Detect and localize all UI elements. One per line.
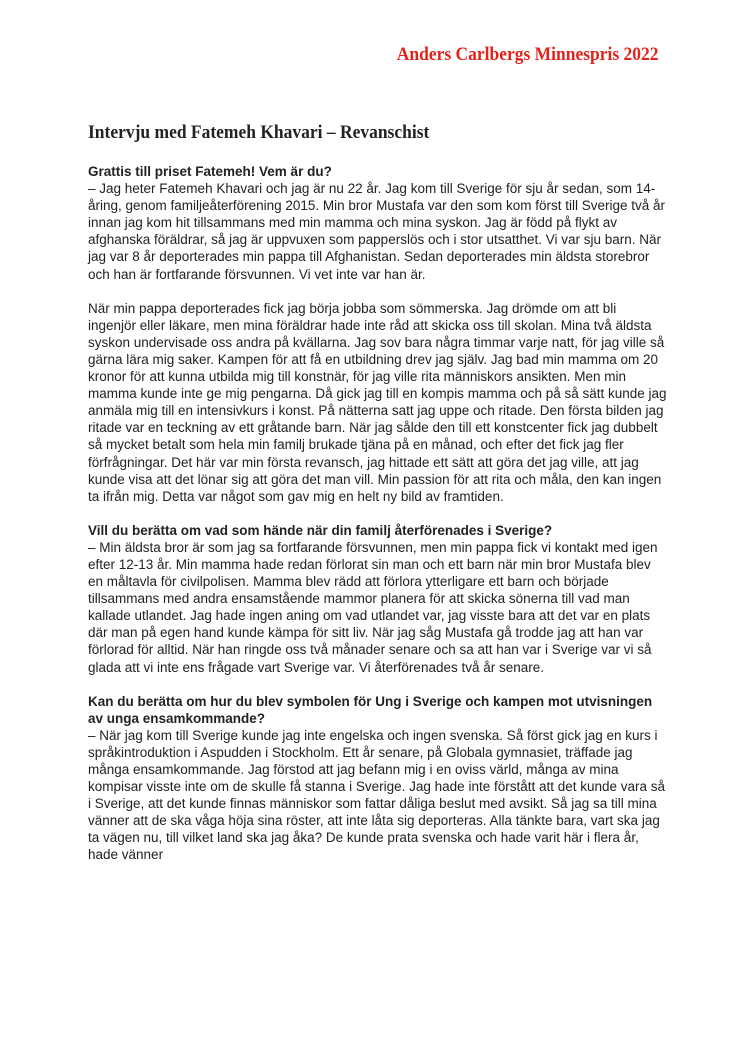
question-1: Grattis till priset Fatemeh! Vem är du? [88, 164, 332, 179]
answer-1: – Jag heter Fatemeh Khavari och jag är nu 22 år. Jag kom till Sverige för sju år sedan, som 14-åring, genom familjeåterförening 2015. Min bror Mustafa var den som kom först till Sverige två år innan jag kom hit tillsammans med min mamma och mina syskon. Jag är född på flykt av afghanska föräldrar, så jag är uppvuxen som papperslös och i stor utsatthet. Vi var sju barn. När jag var 8 år deporterades min pappa till Afghanistan. Sedan deporterades min äldsta storebror och han är fortfarande försvunnen. Vi vet inte var han är. [88, 181, 666, 282]
paragraph-2: När min pappa deporterades fick jag börja jobba som sömmerska. Jag drömde om att bli ingenjör eller läkare, men mina föräldrar hade inte råd att skicka oss till skolan. Mina två äldsta syskon undervisade oss andra på kvällarna. Jag sov bara några timmar varje natt, för jag ville så gärna lära mig saker. Kampen för att få en utbildning drev jag själv. Jag bad min mamma om 20 kronor för att kunna utbilda mig till konstnär, för jag ville rita människors ansikten. Men min mamma kunde inte ge mig pengarna. Då gick jag till en kompis mamma och på så sätt kunde jag anmäla mig till en intensivkurs i konst. På nätterna satt jag uppe och ritade. Den första bilden jag ritade var en teckning av ett gråtande barn. När jag sålde den till ett konstcenter fick jag dubbelt så mycket betalt som hela min familj brukade tjäna på en månad, och efter det fick jag fler förfrågningar. Det här var min första revansch, jag hittade ett sätt att göra det jag ville, att jag kunde visa att det lönar sig att göra det man vill. Min passion för att rita och måla, den kan ingen ta ifrån mig. Detta var något som gav mig en helt ny bild av framtiden. [88, 300, 667, 504]
answer-2: – Min äldsta bror är som jag sa fortfarande försvunnen, men min pappa fick vi kontakt med igen efter 12-13 år. Min mamma hade redan förlorat sin man och ett barn när min bror Mustafa blev en måltavla för civilpolisen. Mamma blev rädd att förlora ytterligare ett barn och började tillsammans med andra ensamstående mammor planera för att skicka sönerna till vad man kallade utlandet. Jag hade ingen aning om vad utlandet var, jag visste bara att det var en plats där man på egen hand kunde kämpa för sitt liv. När jag såg Mustafa gå trodde jag att han var förlorad för alltid. När han ringde oss två månader senare och sa att han var i Sverige var vi så glada att vi inte ens frågade vart Sverige var. Vi återförenades två år senare. [88, 539, 658, 675]
answer-3: – När jag kom till Sverige kunde jag inte engelska och ingen svenska. Så först gick jag en kurs i språkintroduktion i Aspudden i Stockholm. Ett år senare, på Globala gymnasiet, träffade jag många ensamkommande. Jag förstod att jag befann mig i en oviss värld, många av mina kompisar visste inte om de skulle få stanna i Sverige. Jag hade inte förstått att det kunde vara så i Sverige, att det kunde finnas människor som fattar dåliga beslut med avsikt. Så jag sa till mina vänner att de ska våga höja sina röster, att inte låta sig deporteras. Alla tänkte bara, vart ska jag ta vägen nu, till vilket land ska jag åka? De kunde prata svenska och hade varit här i flera år, hade vänner [88, 727, 666, 863]
question-2: Vill du berätta om vad som hände när din familj återförenades i Sverige? [88, 522, 553, 538]
prize-header-title: Anders Carlbergs Minnespris 2022 [396, 44, 658, 65]
question-3: Kan du berätta om hur du blev symbolen för Ung i Sverige och kampen mot utvisningen av unga ensamkommande? [88, 693, 653, 726]
interview-title: Intervju med Fatemeh Khavari – Revanschist [88, 122, 430, 143]
interview-body [88, 163, 668, 864]
